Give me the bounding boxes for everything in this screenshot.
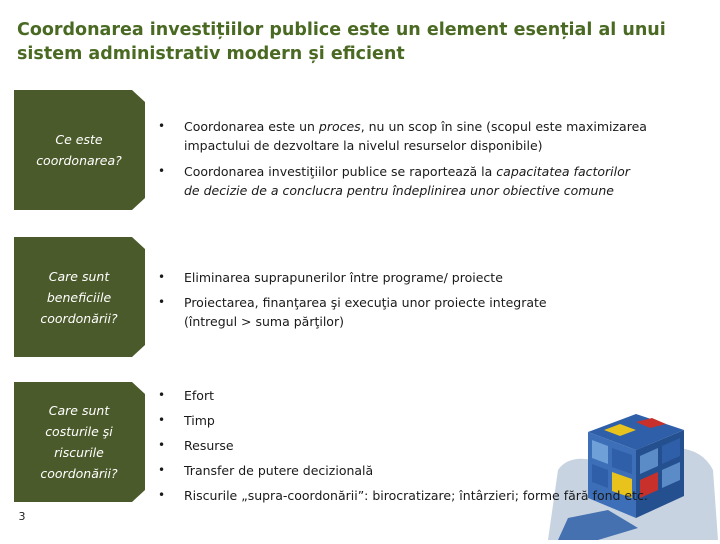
bullet-dot: • bbox=[158, 438, 166, 452]
bullet-text-line: Proiectarea, finanţarea şi execuţia unor proiecte integrate bbox=[184, 295, 547, 310]
bullet-dot: • bbox=[158, 413, 166, 427]
bullet-item bbox=[158, 162, 647, 200]
bullet-text-line: Resurse bbox=[184, 438, 234, 453]
bullet-text-line: Eliminarea suprapunerilor între programe/ proiecte bbox=[184, 270, 503, 285]
bullet-dot: • bbox=[158, 295, 166, 309]
title-line-1: Coordonarea investițiilor publice este un element esențial al unui bbox=[17, 20, 666, 40]
bullet-item bbox=[158, 117, 647, 155]
question-line: riscurile bbox=[54, 445, 104, 460]
question-line: Care sunt bbox=[48, 403, 110, 418]
question-line: coordonării? bbox=[40, 466, 118, 481]
page-number: 3 bbox=[18, 510, 26, 523]
question-line: beneficiile bbox=[46, 289, 112, 305]
question-label-what-is bbox=[14, 90, 144, 210]
bullet-text-line: Riscurile „supra-coordonării”: birocratizare; întârzieri; forme fără fond etc. bbox=[184, 488, 648, 503]
question-box-costs bbox=[14, 382, 138, 502]
question-box-benefits bbox=[14, 237, 138, 357]
bullet-item bbox=[158, 461, 648, 480]
question-line: coordonării? bbox=[40, 310, 118, 326]
bullet-dot: • bbox=[158, 488, 166, 502]
bullet-text-line: (întregul > suma părţilor) bbox=[184, 314, 344, 329]
bullet-dot: • bbox=[158, 164, 166, 178]
bullet-text-line: de decizie de a conclucra pentru îndeplinirea unor obiective comune bbox=[184, 183, 614, 198]
question-line: costurile şi bbox=[45, 424, 113, 439]
bullet-item bbox=[158, 268, 547, 287]
bullet-item bbox=[158, 486, 648, 505]
question-line: Care sunt bbox=[48, 268, 110, 284]
bullet-dot: • bbox=[158, 463, 166, 477]
text-run-italic: capacitatea factorilor bbox=[496, 164, 630, 179]
bullet-dot: • bbox=[158, 388, 166, 402]
bullet-list-costs bbox=[158, 386, 648, 505]
text-run-italic: proces bbox=[318, 119, 361, 134]
bullet-list-benefits bbox=[158, 268, 547, 331]
bullet-item bbox=[158, 436, 648, 455]
title-line-2: sistem administrativ modern și eficient bbox=[17, 44, 405, 64]
question-label-costs bbox=[14, 382, 144, 502]
question-box-what-is bbox=[14, 90, 138, 210]
question-line: coordonarea? bbox=[36, 153, 122, 168]
question-label-benefits bbox=[14, 237, 144, 357]
bullet-text-line bbox=[184, 117, 647, 136]
bullet-text-line: impactului de dezvoltare la nivelul resurselor disponibile) bbox=[184, 138, 543, 153]
bullet-list-what-is bbox=[158, 117, 647, 200]
text-run: Coordonarea este un bbox=[184, 119, 319, 134]
bullet-item bbox=[158, 293, 547, 331]
bullet-dot: • bbox=[158, 119, 166, 133]
question-line: Ce este bbox=[55, 132, 103, 147]
bullet-text-line bbox=[184, 162, 647, 181]
bullet-dot: • bbox=[158, 270, 166, 284]
bullet-text-line: Efort bbox=[184, 388, 214, 403]
bullet-item bbox=[158, 411, 648, 430]
text-run: Coordonarea investiţiilor publice se raportează la bbox=[184, 164, 497, 179]
text-run: , nu un scop în sine (scopul este maximizarea bbox=[360, 119, 647, 134]
bullet-item bbox=[158, 386, 648, 405]
bullet-text-line: Timp bbox=[184, 413, 215, 428]
bullet-text-line: Transfer de putere decizională bbox=[184, 463, 374, 478]
page-title bbox=[17, 18, 707, 66]
